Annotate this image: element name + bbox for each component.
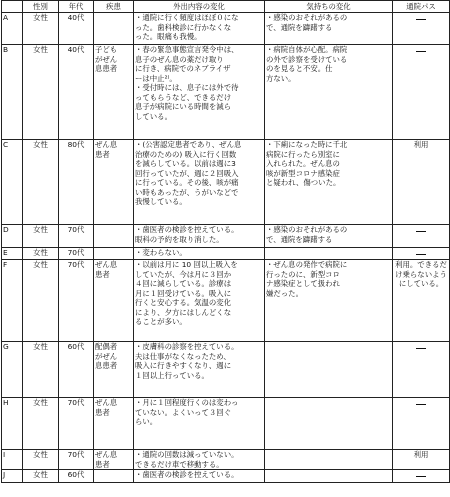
feelings-line: 行ったのに、新型コロ bbox=[266, 269, 340, 279]
outing-cell bbox=[134, 140, 265, 225]
pass-cell: 利用 bbox=[393, 450, 450, 470]
table-row bbox=[2, 342, 450, 398]
feelings-line: ・感染のおそれがあるの bbox=[266, 225, 348, 234]
disease-cell: 子ども がぜん 息患者 bbox=[94, 45, 134, 140]
dash-mark bbox=[416, 404, 426, 405]
feelings-cell bbox=[265, 140, 393, 225]
outing-line: 回行っていたが、週に２回吸入 bbox=[135, 168, 239, 178]
pass-cell: 利用 bbox=[393, 140, 450, 225]
disease-cell bbox=[94, 470, 134, 483]
row-id: J bbox=[2, 470, 23, 483]
feelings-line: ナ感染症として扱われ bbox=[266, 279, 340, 288]
feelings-cell bbox=[265, 13, 393, 45]
table-row bbox=[2, 45, 450, 140]
outing-line: １回以上行っている。 bbox=[135, 370, 209, 380]
pass-cell bbox=[393, 342, 450, 398]
disease-cell: ぜん息 患者 bbox=[94, 450, 134, 470]
disease-cell bbox=[94, 248, 134, 260]
row-id: E bbox=[2, 248, 23, 260]
sex-cell: 女性 bbox=[23, 260, 59, 342]
outing-line: 夫は仕事がなくなったため、 bbox=[135, 351, 231, 361]
header-sex: 性別 bbox=[23, 1, 59, 13]
outing-lines bbox=[135, 248, 263, 258]
sex-cell: 女性 bbox=[23, 398, 59, 450]
outing-lines bbox=[135, 140, 263, 207]
age-cell: 60代 bbox=[59, 342, 94, 398]
row-id: B bbox=[2, 45, 23, 140]
feelings-cell bbox=[265, 45, 393, 140]
outing-line: い時もあったが、うがいなどで bbox=[135, 187, 239, 197]
age-cell: 70代 bbox=[59, 248, 94, 260]
row-id: H bbox=[2, 398, 23, 450]
pass-cell bbox=[393, 398, 450, 450]
outing-line: ーは中止²⁾。 bbox=[135, 73, 177, 83]
outing-line: ・皮膚科の診察を控えている。 bbox=[135, 342, 239, 351]
row-id: C bbox=[2, 140, 23, 225]
header-row bbox=[2, 1, 450, 13]
outing-line: ・(公害認定患者であり、ぜん息 bbox=[135, 140, 242, 149]
pass-cell bbox=[393, 248, 450, 260]
table-row bbox=[2, 225, 450, 248]
table-row bbox=[2, 470, 450, 483]
outing-lines bbox=[135, 225, 263, 244]
feelings-line: の外で診察を受けている bbox=[266, 54, 348, 64]
outing-lines bbox=[135, 450, 263, 469]
outing-line: に行っている。その後、咳が痛 bbox=[135, 178, 239, 187]
feelings-line: 入れられた。ぜん息の bbox=[266, 159, 340, 168]
row-id: A bbox=[2, 13, 23, 45]
feelings-line: 咳が新型コロナ感染症 bbox=[266, 168, 340, 178]
header-feelings: 気持ちの変化 bbox=[265, 1, 393, 13]
header-pass: 通院パス bbox=[393, 1, 450, 13]
table-row bbox=[2, 248, 450, 260]
age-cell: 70代 bbox=[59, 225, 94, 248]
table-row bbox=[2, 13, 450, 45]
pass-cell: 利用。できるだけ乗らないようにしている。 bbox=[393, 260, 450, 342]
sex-cell: 女性 bbox=[23, 45, 59, 140]
feelings-lines bbox=[266, 260, 391, 298]
pass-cell bbox=[393, 225, 450, 248]
feelings-line: と疑われ、傷ついた。 bbox=[266, 178, 341, 187]
survey-table bbox=[1, 0, 450, 483]
outing-line: った。眼痛も我慢。 bbox=[135, 32, 202, 41]
table-row bbox=[2, 140, 450, 225]
outing-line: できるだけ車で移動する。 bbox=[135, 459, 224, 469]
sex-cell: 女性 bbox=[23, 470, 59, 483]
table-body bbox=[2, 13, 450, 483]
pass-cell bbox=[393, 470, 450, 483]
outing-cell bbox=[134, 45, 265, 140]
feelings-cell bbox=[265, 470, 393, 483]
outing-line: 月に１回受けている。吸入に bbox=[135, 288, 232, 298]
feelings-lines bbox=[266, 225, 391, 244]
disease-cell bbox=[94, 225, 134, 248]
outing-cell bbox=[134, 260, 265, 342]
outing-cell bbox=[134, 470, 265, 483]
age-cell: 40代 bbox=[59, 45, 94, 140]
feelings-cell bbox=[265, 225, 393, 248]
disease-cell: 配偶者 がぜん 息患者 bbox=[94, 342, 134, 398]
table-row bbox=[2, 450, 450, 470]
age-cell: 60代 bbox=[59, 470, 94, 483]
outing-line: ・歯医者の検診を控えている。 bbox=[135, 470, 239, 479]
outing-line: ・歯医者の検診を控えている。 bbox=[135, 225, 239, 234]
sex-cell: 女性 bbox=[23, 342, 59, 398]
outing-line: により、夕方にはしんどくな bbox=[135, 307, 232, 317]
feelings-line: ・感染のおそれがあるの bbox=[266, 13, 348, 22]
dash-mark bbox=[416, 348, 426, 349]
dash-mark bbox=[416, 231, 426, 232]
outing-line: ることが多い。 bbox=[135, 317, 187, 326]
outing-line: ４回に減らしている。診療は bbox=[135, 279, 232, 288]
age-cell: 80代 bbox=[59, 140, 94, 225]
feelings-line: で、通院を躊躇する bbox=[266, 22, 333, 32]
outing-cell bbox=[134, 225, 265, 248]
outing-cell bbox=[134, 248, 265, 260]
outing-line: を減らしている。以前は週に3 bbox=[135, 159, 236, 168]
feelings-cell bbox=[265, 450, 393, 470]
header-age: 年代 bbox=[59, 1, 94, 13]
age-cell: 70代 bbox=[59, 398, 94, 450]
feelings-line: で、通院を躊躇する bbox=[266, 234, 333, 244]
outing-line: 吸入に行きやすくなり、週に bbox=[135, 361, 232, 370]
outing-line: していたが、今は月に３回か bbox=[135, 269, 232, 279]
sex-cell: 女性 bbox=[23, 450, 59, 470]
dash-mark bbox=[416, 254, 426, 255]
sex-cell: 女性 bbox=[23, 225, 59, 248]
row-id: D bbox=[2, 225, 23, 248]
feelings-cell bbox=[265, 398, 393, 450]
feelings-lines bbox=[266, 45, 391, 83]
table-row bbox=[2, 398, 450, 450]
outing-line: ・春の緊急事態宣言発令中は、 bbox=[135, 45, 239, 54]
outing-line: ってもらうなど、できるだけ bbox=[135, 92, 232, 102]
dash-mark bbox=[416, 476, 426, 477]
disease-cell: ぜん息 患者 bbox=[94, 398, 134, 450]
dash-mark bbox=[416, 19, 426, 20]
header-disease: 疾患 bbox=[94, 1, 134, 13]
outing-line: 息子のぜん息の薬だけ取り bbox=[135, 54, 224, 64]
row-id: F bbox=[2, 260, 23, 342]
feelings-lines bbox=[266, 140, 391, 188]
disease-cell: ぜん息 患者 bbox=[94, 260, 134, 342]
feelings-line: ・ぜん息の発作で病院に bbox=[266, 260, 348, 269]
pass-cell bbox=[393, 45, 450, 140]
age-cell: 70代 bbox=[59, 450, 94, 470]
feelings-cell bbox=[265, 260, 393, 342]
outing-line: ・通院に行く頻度はほぼ０にな bbox=[135, 13, 239, 22]
age-cell: 40代 bbox=[59, 13, 94, 45]
row-id: I bbox=[2, 450, 23, 470]
outing-lines bbox=[135, 45, 263, 121]
feelings-lines bbox=[266, 13, 391, 32]
outing-cell bbox=[134, 398, 265, 450]
header-outing: 外出内容の変化 bbox=[134, 1, 265, 13]
outing-lines bbox=[135, 470, 263, 480]
outing-line: ・通院の回数は減っていない。 bbox=[135, 450, 239, 459]
disease-cell bbox=[94, 13, 134, 45]
feelings-line: 方ない。 bbox=[266, 73, 296, 83]
outing-line: 息子が病院にいる時間を減ら bbox=[135, 102, 232, 111]
feelings-line: 嫌だった。 bbox=[266, 288, 303, 298]
outing-cell bbox=[134, 13, 265, 45]
outing-line: 眼科の予約を取り消した。 bbox=[135, 234, 224, 244]
sex-cell: 女性 bbox=[23, 140, 59, 225]
outing-line: ・変わらない。 bbox=[135, 248, 187, 257]
feelings-cell bbox=[265, 342, 393, 398]
feelings-line: ・病院自体が心配。病院 bbox=[266, 45, 348, 54]
outing-line: に行き、病院でのネブライザ bbox=[135, 64, 231, 73]
outing-line: ・以前は月に 10 回以上吸入を bbox=[135, 260, 238, 269]
row-id: G bbox=[2, 342, 23, 398]
outing-lines bbox=[135, 398, 263, 427]
outing-cell bbox=[134, 342, 265, 398]
feelings-line: のを見ると不安。仕 bbox=[266, 64, 333, 73]
sex-cell: 女性 bbox=[23, 13, 59, 45]
feelings-cell bbox=[265, 248, 393, 260]
table-row bbox=[2, 260, 450, 342]
sex-cell: 女性 bbox=[23, 248, 59, 260]
feelings-line: 病院に行ったら別室に bbox=[266, 149, 340, 159]
outing-cell bbox=[134, 450, 265, 470]
outing-line: している。 bbox=[135, 111, 172, 121]
outing-line: ・月に１回程度行くのは変わっ bbox=[135, 398, 239, 407]
outing-line: 我慢している。 bbox=[135, 197, 187, 206]
outing-line: った。歯科検診に行かなくな bbox=[135, 22, 232, 32]
outing-line: ・受付時には、息子には外で待 bbox=[135, 83, 239, 92]
outing-lines bbox=[135, 260, 263, 327]
age-cell: 70代 bbox=[59, 260, 94, 342]
outing-line: ていない。よくいって３回ぐ bbox=[135, 407, 232, 417]
outing-lines bbox=[135, 342, 263, 380]
disease-cell: ぜん息 患者 bbox=[94, 140, 134, 225]
header-id bbox=[2, 1, 23, 13]
outing-line: らい。 bbox=[135, 417, 158, 426]
outing-line: 治療のための) 吸入に行く回数 bbox=[135, 149, 237, 159]
outing-lines bbox=[135, 13, 263, 42]
pass-cell bbox=[393, 13, 450, 45]
feelings-line: ・下痢になった時に千北 bbox=[266, 140, 348, 149]
dash-mark bbox=[416, 51, 426, 52]
outing-line: 行くと安心する。気温の変化 bbox=[135, 298, 232, 307]
